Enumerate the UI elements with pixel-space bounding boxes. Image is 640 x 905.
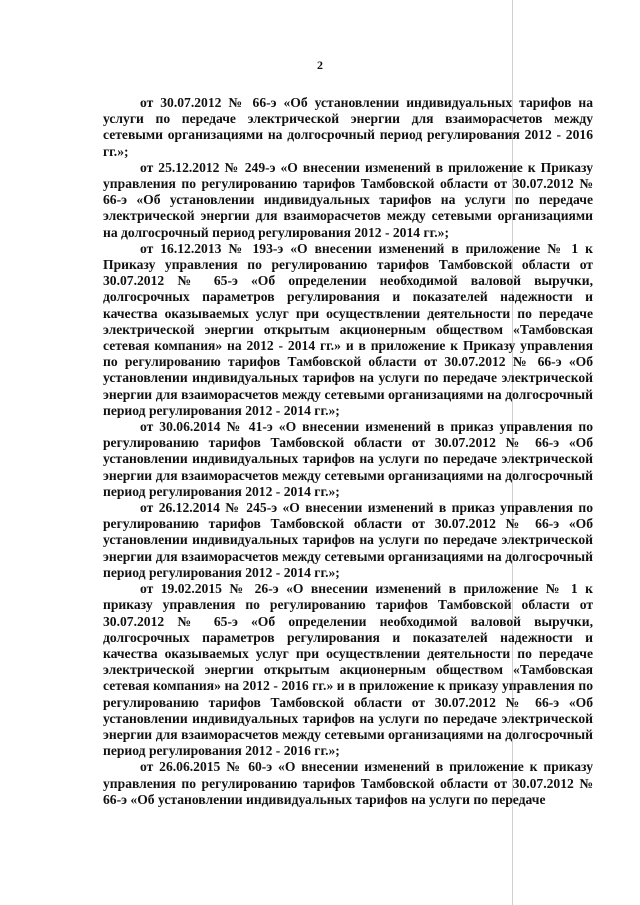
document-body bbox=[103, 95, 593, 808]
paragraph-order-193e: от 16.12.2013 № 193-э «О внесении изменений в приложение № 1 к Приказу управления по регулированию тарифов Тамбовской области от 30.07.2012 № 65-э «Об определении необходимой валовой выручки, долгосрочных параметров регулирования и показателей надежности и качества оказываемых услуг при осуществлении деятельности по передаче электрической энергии открытым акционерным обществом «Тамбовская сетевая компания» на 2012 - 2014 гг.» и в приложение к Приказу управления по регулированию тарифов Тамбовской области от 30.07.2012 № 66-э «Об установлении индивидуальных тарифов на услуги по передаче электрической энергии для взаиморасчетов между сетевыми организациями на долгосрочный период регулирования 2012 - 2014 гг.»; bbox=[103, 240, 593, 418]
paragraph-order-249e: от 25.12.2012 № 249-э «О внесении изменений в приложение к Приказу управления по регулированию тарифов Тамбовской области от 30.07.2012 № 66-э «Об установлении индивидуальных тарифов на услуги по передаче электрической энергии для взаиморасчетов между сетевыми организациями на долгосрочный период регулирования 2012 - 2014 гг.»; bbox=[103, 159, 593, 240]
paragraph-order-60e: от 26.06.2015 № 60-э «О внесении изменений в приложение к приказу управления по регулированию тарифов Тамбовской области от 30.07.2012 № 66-э «Об установлении индивидуальных тарифов на услуги по передаче bbox=[103, 759, 593, 807]
paragraph-order-41e: от 30.06.2014 № 41-э «О внесении изменений в приказ управления по регулированию тарифов Тамбовской области от 30.07.2012 № 66-э «Об установлении индивидуальных тарифов на услуги по передаче электрической энергии для взаиморасчетов между сетевыми организациями на долгосрочный период регулирования 2012 - 2014 гг.»; bbox=[103, 419, 593, 499]
page-number: 2 bbox=[317, 58, 323, 72]
paragraph-order-66e: от 30.07.2012 № 66-э «Об установлении индивидуальных тарифов на услуги по передаче электрической энергии для взаиморасчетов между сетевыми организациями на долгосрочный период регулирования 2012 - 2016 гг.»; bbox=[103, 95, 593, 159]
paragraph-order-245e: от 26.12.2014 № 245-э «О внесении изменений в приказ управления по регулированию тарифов Тамбовской области от 30.07.2012 № 66-э «Об установлении индивидуальных тарифов на услуги по передаче электрической энергии для взаиморасчетов между сетевыми организациями на долгосрочный период регулирования 2012 - 2014 гг.»; bbox=[103, 500, 593, 580]
paragraph-order-26e: от 19.02.2015 № 26-э «О внесении изменений в приложение № 1 к приказу управления по регулированию тарифов Тамбовской области от 30.07.2012 № 65-э «Об определении необходимой валовой выручки, долгосрочных параметров регулирования и показателей надежности и качества оказываемых услуг при осуществлении деятельности по передаче электрической энергии открытым акционерным обществом «Тамбовская сетевая компания» на 2012 - 2016 гг.» и в приложение к приказу управления по регулированию тарифов Тамбовской области от 30.07.2012 № 66-э «Об установлении индивидуальных тарифов на услуги по передаче электрической энергии для взаиморасчетов между сетевыми организациями на долгосрочный период регулирования 2012 - 2016 гг.»; bbox=[103, 581, 593, 759]
